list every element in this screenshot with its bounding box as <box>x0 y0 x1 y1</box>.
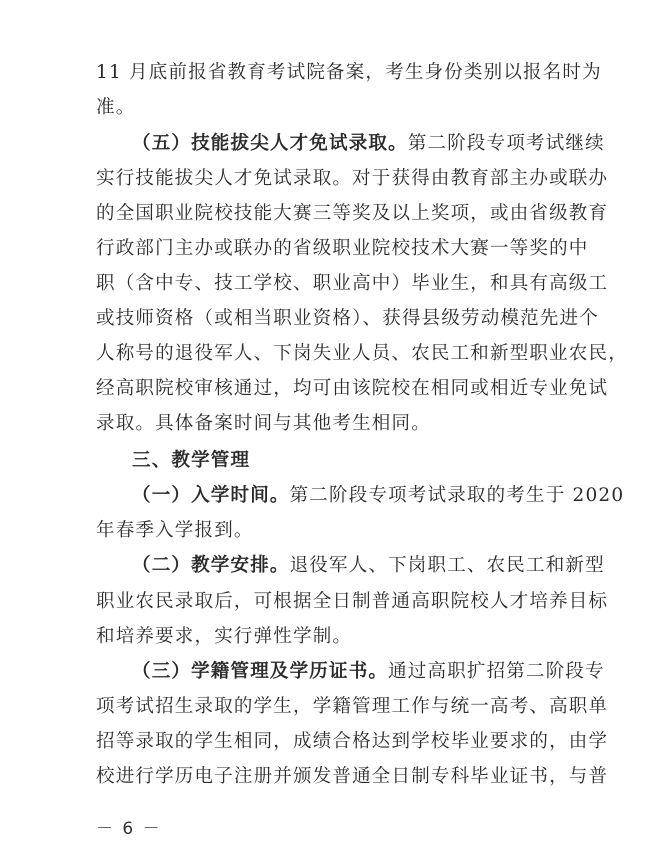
subheading-teaching-arrangement: （二）教学安排。 <box>132 555 290 576</box>
text-line-11 <box>96 412 566 436</box>
text: 职业农民录取后，可根据全日制普通高职院校人才培养目标 <box>96 591 609 612</box>
subheading-student-status: （三）学籍管理及学历证书。 <box>132 661 389 682</box>
text: 经高职院校审核通过，均可由该院校在相同或相近专业免试 <box>96 378 609 399</box>
text: 第二阶段专项考试继续 <box>407 133 605 154</box>
text: 行政部门主办或联办的省级职业院校技术大赛一等奖的中 <box>96 238 589 259</box>
text-line-7 <box>96 272 609 296</box>
text-line-20 <box>96 765 609 789</box>
text-line-3 <box>132 132 605 156</box>
text: 退役军人、下岗职工、农民工和新型 <box>289 555 605 576</box>
text-line-5 <box>96 202 609 226</box>
text-line-17 <box>132 660 605 684</box>
text-line-9 <box>96 342 628 366</box>
text: 实行技能拔尖人才免试录取。对于获得由教育部主办或联办 <box>96 168 609 189</box>
text-line-1 <box>96 61 602 85</box>
text: 校进行学历电子注册并颁发普通全日制专科毕业证书，与普 <box>96 766 609 787</box>
text: 人称号的退役军人、下岗失业人员、农民工和新型职业农民， <box>96 343 628 364</box>
text-line-19 <box>96 730 609 754</box>
text: 年春季入学报到。 <box>96 520 254 541</box>
text-line-13 <box>96 519 566 543</box>
text-line-18 <box>96 695 609 719</box>
text: 通过高职扩招第二阶段专 <box>388 661 605 682</box>
text: 或技师资格（或相当职业资格）、获得县级劳动模范先进个 <box>96 308 599 329</box>
text-line-16 <box>96 625 566 649</box>
text: 第二阶段专项考试录取的考生于 2020 <box>289 485 625 506</box>
text: 录取。具体备案时间与其他考生相同。 <box>96 413 431 434</box>
text: 项考试招生录取的学生，学籍管理工作与统一高考、高职单 <box>96 696 609 717</box>
text-line-4 <box>96 167 609 191</box>
text-line-10 <box>96 377 609 401</box>
text-line-14 <box>132 554 605 578</box>
page-number: － 6 － <box>96 819 162 839</box>
text-line-8 <box>96 307 599 331</box>
text-line-6 <box>96 237 589 261</box>
text: 职（含中专、技工学校、职业高中）毕业生，和具有高级工 <box>96 273 609 294</box>
text: 招等录取的学生相同，成绩合格达到学校毕业要求的，由学 <box>96 731 609 752</box>
section-heading-3: 三、教学管理 <box>132 450 251 471</box>
text: 和培养要求，实行弹性学制。 <box>96 626 353 647</box>
text: 11 月底前报省教育考试院备案，考生身份类别以报名时为 <box>96 62 602 83</box>
section-heading-5: （五）技能拔尖人才免试录取。 <box>132 133 408 154</box>
text-line-12 <box>132 484 625 508</box>
text-line-2 <box>96 96 566 120</box>
text: 准。 <box>96 97 136 118</box>
subheading-enrollment-time: （一）入学时间。 <box>132 485 290 506</box>
text-line-15 <box>96 590 609 614</box>
text: 的全国职业院校技能大赛三等奖及以上奖项，或由省级教育 <box>96 203 609 224</box>
